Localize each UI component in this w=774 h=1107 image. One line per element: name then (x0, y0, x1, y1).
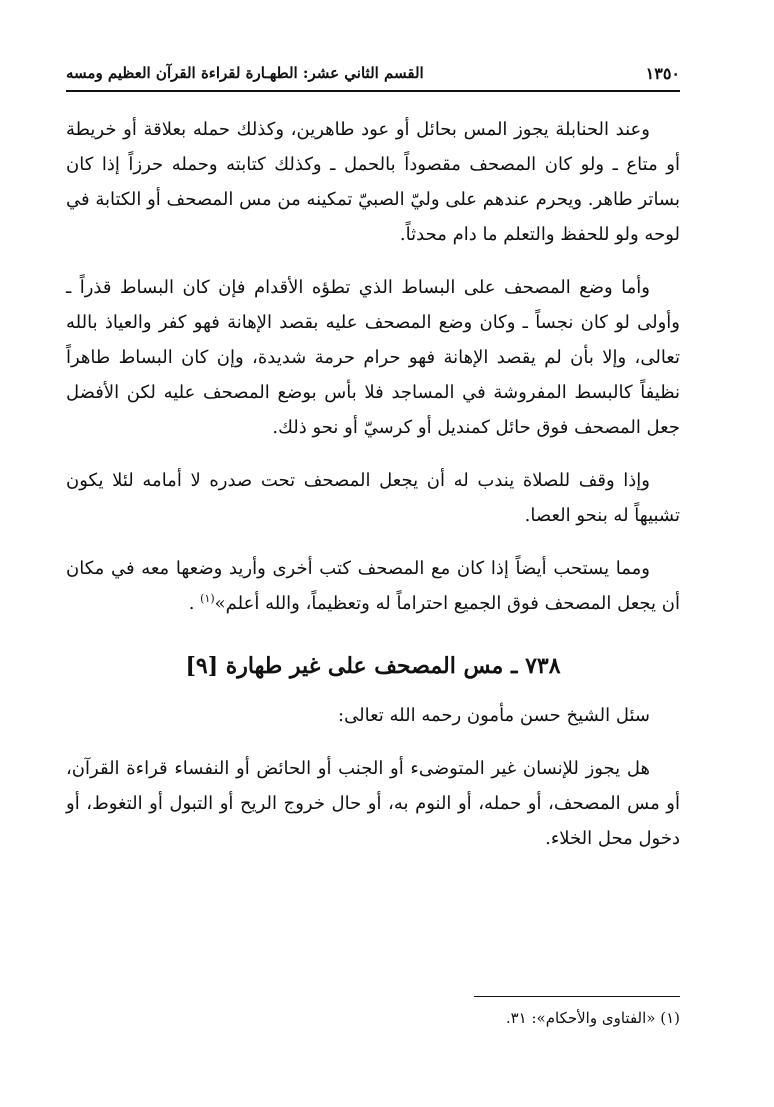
paragraph-hanbali: وعند الحنابلة يجوز المس بحائل أو عود طاهرين، وكذلك حمله بعلاقة أو خريطة أو متاع ـ ولو كان المصحف مقصوداً بالحمل ـ وكذلك كتابته وحمله حرزاً إذا كان بساتر طاهر. ويحرم عندهم على وليّ الصبيّ تمكينه من مس المصحف أو الكتابة في لوحه ولو للحفظ والتعلم ما دام محدثاً. (66, 119, 680, 245)
paragraph-carpet: وأما وضع المصحف على البساط الذي تطؤه الأقدام فإن كان البساط قذراً ـ وأولى لو كان نجساً ـ وكان وضع المصحف عليه بقصد الإهانة فهو كفر والعياذ بالله تعالى، وإلا بأن لم يقصد الإهانة فهو حرام حرمة شديدة، وإن كان البساط طاهراً نظيفاً كالبسط المفروشة في المساجد فلا بأس بوضع المصحف عليه لكن الأفضل جعل المصحف فوق حائل كمنديل أو كرسيّ أو نحو ذلك. (66, 277, 680, 438)
paragraph-end-mark: . (188, 593, 195, 614)
paragraph-other-books (66, 551, 680, 621)
main-text (66, 112, 680, 874)
paragraph-other-books-text: ومما يستحب أيضاً إذا كان مع المصحف كتب أخرى وأريد وضعها معه في مكان أن يجعل المصحف فوق الجميع احتراماً له وتعظيماً، والله أعلم» (66, 558, 680, 614)
paragraph-prayer: وإذا وقف للصلاة يندب له أن يجعل المصحف تحت صدره لا أمامه لئلا يكون تشبيهاً له بنحو العصا. (66, 470, 680, 526)
header-rule (66, 90, 680, 92)
running-title: القسم الثاني عشر: الطهـارة لقراءة القرآن العظيم ومسه (66, 64, 424, 82)
footnote: (١) «الفتاوى والأحكام»: ٣١. (505, 1009, 680, 1027)
section-heading: ٧٣٨ ـ مس المصحف على غير طهارة [٩] (185, 653, 561, 679)
page-number: ١٣٥٠ (645, 63, 680, 83)
question-text: هل يجوز للإنسان غير المتوضىء أو الجنب أو الحائض أو النفساء قراءة القرآن، أو مس المصحف، أو حمله، أو النوم به، أو حال خروج الريح أو التبول أو التغوط، أو دخول محل الخلاء. (66, 758, 680, 849)
page-header (66, 58, 680, 88)
footnote-rule (474, 996, 680, 997)
footnote-reference: (١) (200, 592, 215, 605)
question-asker: سئل الشيخ حسن مأمون رحمه الله تعالى: (338, 705, 650, 726)
